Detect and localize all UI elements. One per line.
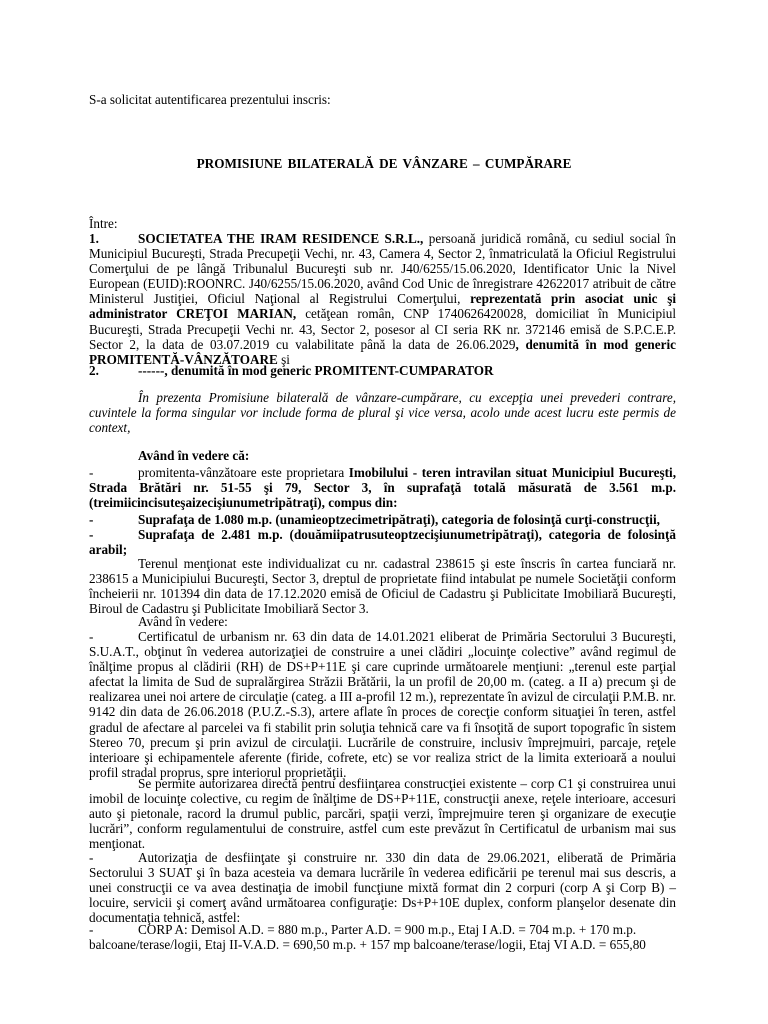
- corp-a-paragraph: [89, 922, 676, 952]
- recital-property: [89, 465, 676, 510]
- surface-item-2-text: Suprafaţa de 2.481 m.p. (douămiipatrusuteoptzecişiunumetripătraţi), categoria de folosinţă arabil;: [89, 527, 676, 558]
- party-1-number: 1.: [89, 231, 99, 246]
- dash-bullet: -: [89, 527, 94, 542]
- interpretation-clause: În prezenta Promisiune bilaterală de vânzare-cumpărare, cu excepţia unei prevederi contrare, cuvintele la forma singular vor include forma de plural şi vice versa, acolo unde acest lucru este permis de context,: [89, 390, 676, 436]
- party-1-generic-name: , denumită în mod generic PROMITENTĂ-VÂNZĂTOARE: [89, 336, 676, 367]
- recitals-heading-2: Având în vedere:: [138, 614, 228, 629]
- dash-bullet: -: [89, 465, 94, 480]
- building-permit-paragraph: [89, 850, 676, 925]
- dash-bullet: -: [89, 922, 94, 937]
- authorization-paragraph: Se permite autorizarea directă pentru desfiinţarea construcţiei existente – corp C1 şi construirea unui imobil de locuinţe colective, cu regim de înălţime de DS+P+11E, construcţii anexe, reţele interioare, accesuri auto şi pietonale, racord la drumul public, parcări, spaţii verzi, împrejmuire teren şi organizare de execuţie lucrări”, conform regulamentului de construire, astfel cum este prevăzut în Certificatul de urbanism mai sus menţionat.: [89, 776, 676, 852]
- party-1-paragraph: [89, 231, 676, 367]
- dash-bullet: -: [89, 512, 94, 527]
- surface-item-1: [89, 512, 676, 527]
- urbanism-certificate-paragraph: [89, 629, 676, 780]
- party-1-si: şi: [281, 351, 290, 367]
- recitals-heading: Având în vedere că:: [138, 448, 250, 463]
- dash-bullet: -: [89, 629, 94, 644]
- party-1-details: persoană juridică română, cu sediul social în Municipiul Bucureşti, Strada Precupeţii Vechi, nr. 43, Camera 4, Sector 2, înmatriculată la Oficiul Registrului Comerţului de pe lângă Tribunalul Bucureşti sub nr. J40/6255/15.06.2020, Identificator Unic la Nivel European (EUID):ROONRC. J40/6255/15.06.2020, având Cod Unic de înregistrare 42622017 atribuit de către Ministerul Justiţiei, Oficiul Naţional al Registrului Comerţului,: [89, 231, 676, 307]
- authentication-note: S-a solicitat autentificarea prezentului inscris:: [89, 92, 331, 107]
- intre-label: Între:: [89, 216, 118, 231]
- dash-bullet: -: [89, 850, 94, 865]
- surface-item-1-text: Suprafaţa de 1.080 m.p. (unamieoptzecimetripătraţi), categoria de folosinţă curţi-construcţii,: [138, 512, 660, 527]
- party-1-name: SOCIETATEA THE IRAM RESIDENCE S.R.L.,: [138, 231, 424, 246]
- party-2-paragraph: [89, 363, 676, 378]
- party-1-representative-details: cetăţean român, CNP 1740626420028, domiciliat în Municipiul Bucureşti, Strada Precupeţii Vechi nr. 43, Sector 2, posesor al CI seria RK nr. 372146 emisă de S.P.C.E.P. Sector 2, la data de 03.07.2019 cu valabilitate până la data de 26.06.2029: [89, 306, 676, 352]
- party-2-generic-name: ------, denumită în mod generic PROMITENT-CUMPARATOR: [138, 363, 494, 378]
- party-1-representative: reprezentată prin asociat unic şi administrator CREŢOI MARIAN,: [89, 291, 676, 322]
- corp-a-line-2: balcoane/terase/logii, Etaj II-V.A.D. = 690,50 m.p. + 157 mp balcoane/terase/logii, Etaj VI A.D. = 655,80: [89, 937, 646, 953]
- surface-item-2: [89, 527, 676, 557]
- recital-property-description: Imobilului - teren intravilan situat Municipiul Bucureşti, Strada Brătări nr. 51-55 şi 79, Sector 3, în suprafaţă totală măsurată de 3.561 m.p. (treimiicincisuteşaizecişiunumetripătraţi), compus din:: [89, 465, 676, 511]
- urbanism-certificate-text: Certificatul de urbanism nr. 63 din data de 14.01.2021 eliberat de Primăria Sectorului 3 Bucureşti, S.U.A.T., obţinut în vederea autorizaţiei de construire a unei clădiri „locuinţe colective” având regimul de înălţime propus al clădirii (RH) de DS+P+11E şi care cuprinde următoarele menţiuni: „terenul este parţial afectat la limita de Sud de supralărgirea Străzii Brătării, la un profil de 20,00 m. (categ. a II a) precum şi de realizarea unei noi artere de circulaţie (categ. a III a-profil 12 m.), reprezentate în avizul de circulaţii P.M.B. nr. 9142 din data de 26.06.2018 (P.U.Z.-S.3), artere aflate în proces de corecţie conform situaţiei în teren, astfel gradul de afectare al parcelei va fi stabilit prin soluţia tehnică care va fi însoţită de suport topografic în sistem Stereo 70, precum şi prin avizul de circulaţii. Lucrările de construire, inclusiv împrejmuiri, parcaje, reţele interioare şi echipamentele aferente (firide, cofrete, etc) se vor realiza strict de la limita exterioară a noului profil stradal proprus, spre interiorul proprietăţii.: [89, 629, 676, 780]
- building-permit-text: Autorizaţia de desfiinţate şi construire nr. 330 din data de 29.06.2021, eliberată de Primăria Sectorului 3 SUAT şi în baza acesteia va demara lucrările în vederea edificării pe terenul mai sus descris, a unei construcţii ce va avea destinaţia de imobil funcţiune mixtă format din 2 corpuri (corp A şi Corp B) – locuire, servicii şi comerţ având următoarea configuraţie: Ds+P+10E duplex, conform planşelor desenate din documentaţia tehnică, astfel:: [89, 850, 676, 926]
- party-2-number: 2.: [89, 363, 99, 378]
- document-title: PROMISIUNE BILATERALĂ DE VÂNZARE – CUMPĂRARE: [196, 156, 572, 171]
- cadastral-paragraph: Terenul menţionat este individualizat cu nr. cadastral 238615 şi este înscris în cartea funciară nr. 238615 a Municipiului Bucureşti, Sector 3, dreptul de proprietate fiind intabulat pe numele Societăţii conform încheierii nr. 101394 din data de 17.12.2020 emisă de Oficiul de Cadastru şi Publicitate Imobiliară Bucureşti, Biroul de Cadastru şi Publicitate Imobiliară Sector 3.: [89, 556, 676, 617]
- recital-property-text: promitenta-vânzătoare este proprietara: [138, 465, 345, 480]
- corp-a-line-1: CORP A: Demisol A.D. = 880 m.p., Parter A.D. = 900 m.p., Etaj I A.D. = 704 m.p. + 170 m.p.: [138, 922, 637, 937]
